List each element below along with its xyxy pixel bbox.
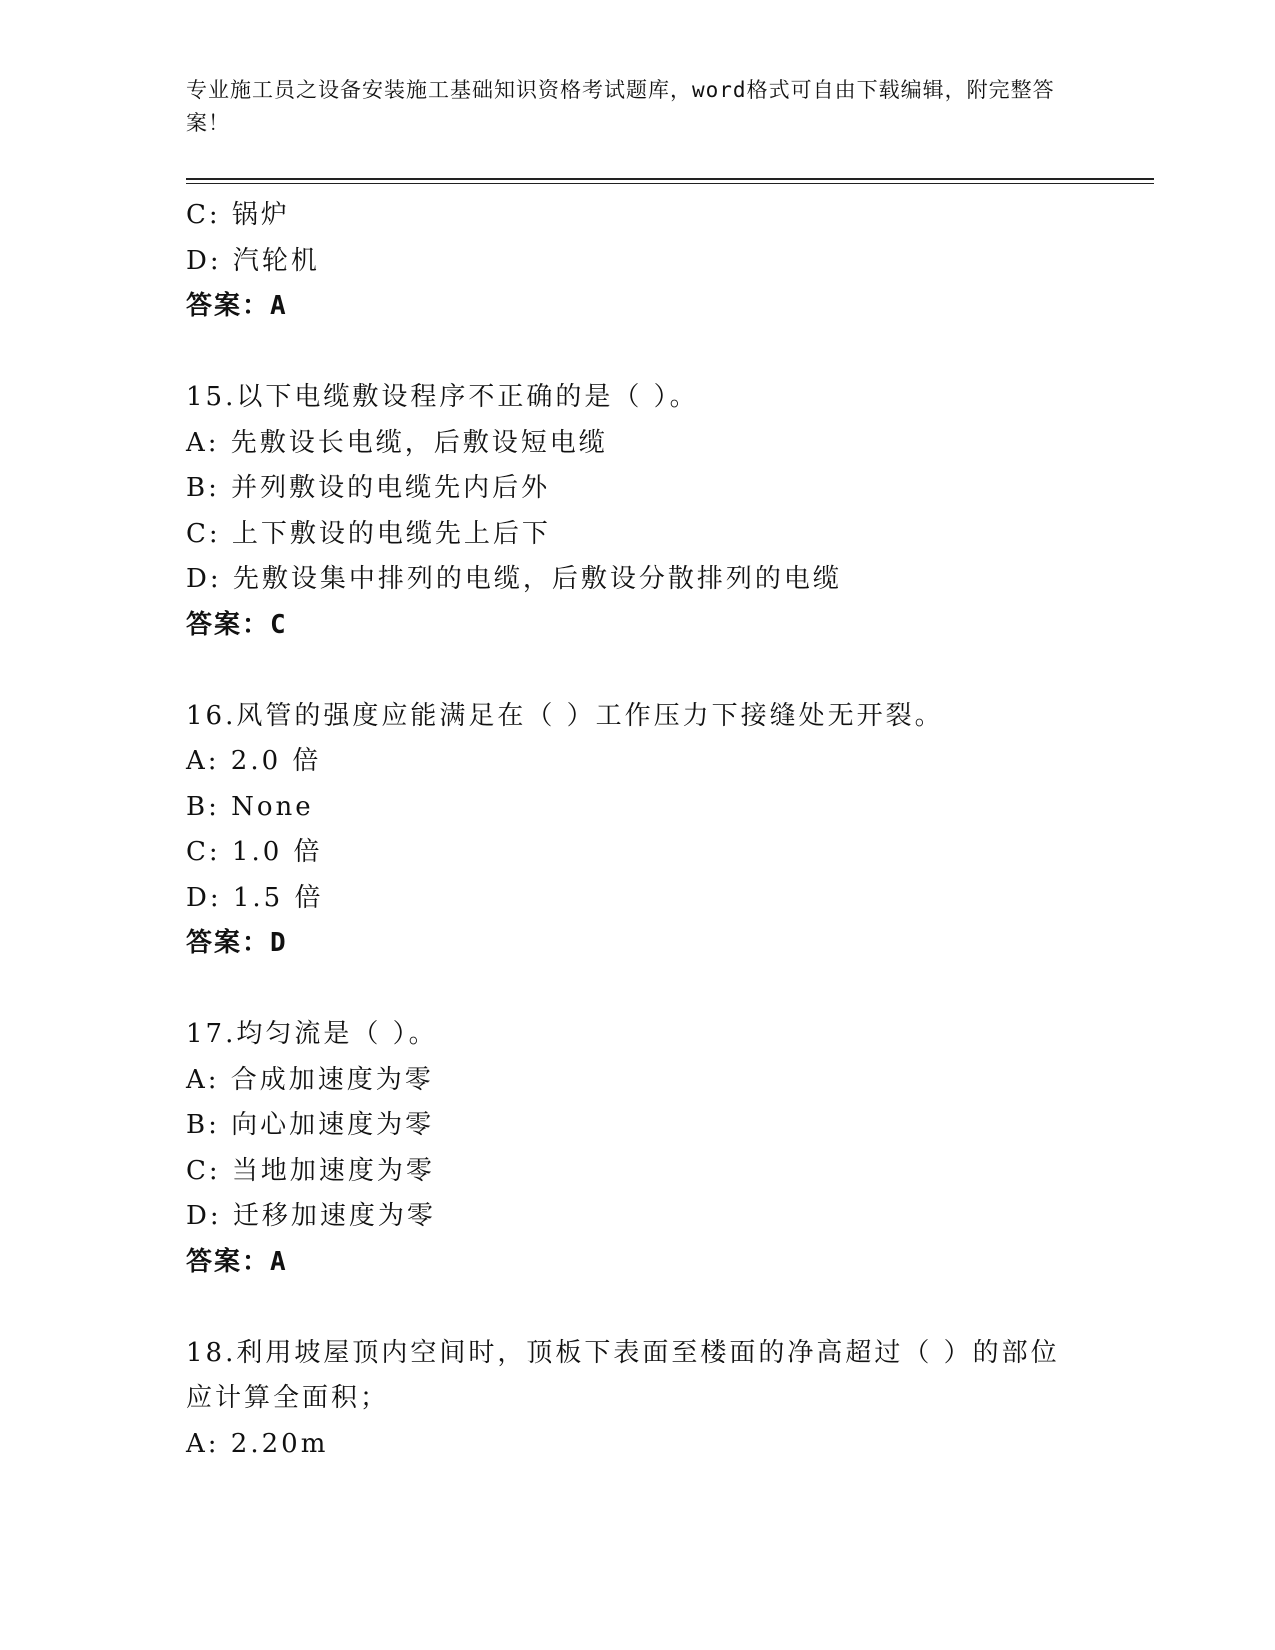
document-header: 专业施工员之设备安装施工基础知识资格考试题库，word格式可自由下载编辑，附完整答案！: [186, 78, 1055, 135]
option-line: B: 向心加速度为零: [186, 1110, 435, 1140]
option-line: C: 上下敷设的电缆先上后下: [186, 518, 551, 549]
option-line: C: 1.0 倍: [186, 837, 323, 867]
option-line: B: 并列敷设的电缆先内后外: [186, 473, 551, 503]
header-divider-bottom: [186, 183, 1154, 184]
option-line: D: 迁移加速度为零: [186, 1201, 436, 1231]
option-line: A: 2.20m: [186, 1428, 329, 1459]
option-line: A: 先敷设长电缆，后敷设短电缆: [186, 427, 608, 458]
option-line: D: 1.5 倍: [186, 882, 324, 913]
answer-line: 答案：C: [186, 609, 288, 640]
question-stem: 18.利用坡屋顶内空间时，顶板下表面至楼面的净高超过（ ）的部位应计算全面积；: [186, 1337, 1060, 1413]
spacer: [186, 967, 1086, 1013]
answer-line: 答案：A: [186, 1246, 288, 1277]
spacer: [186, 648, 1086, 694]
option-line: D: 汽轮机: [186, 245, 320, 276]
spacer: [186, 1285, 1086, 1331]
header-divider-top: [186, 178, 1154, 180]
option-line: A: 2.0 倍: [186, 746, 322, 776]
answer-line: 答案：A: [186, 291, 288, 321]
question-stem: 17.均匀流是（ ）。: [186, 1019, 438, 1049]
option-line: C: 锅炉: [186, 200, 290, 230]
question-stem: 15.以下电缆敷设程序不正确的是（ ）。: [186, 382, 699, 412]
option-line: D: 先敷设集中排列的电缆，后敷设分散排列的电缆: [186, 564, 842, 594]
question-content: [186, 193, 1086, 1467]
question-stem: 16.风管的强度应能满足在（ ）工作压力下接缝处无开裂。: [186, 700, 944, 731]
option-line: C: 当地加速度为零: [186, 1155, 435, 1186]
option-line: B: None: [186, 791, 314, 822]
option-line: A: 合成加速度为零: [186, 1064, 434, 1095]
spacer: [186, 330, 1086, 376]
answer-line: 答案：D: [186, 928, 288, 958]
